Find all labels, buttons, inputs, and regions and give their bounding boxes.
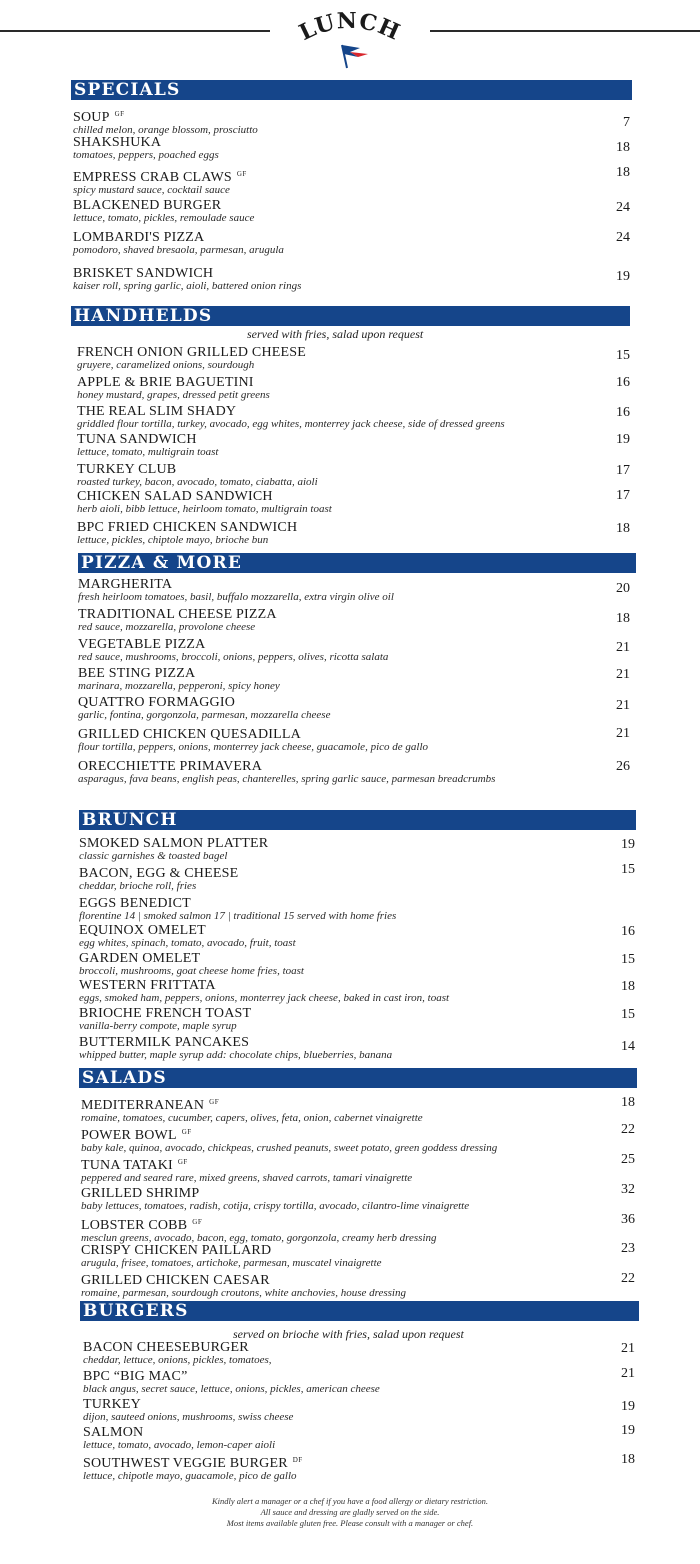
menu-item-description: black angus, secret sauce, lettuce, onions, pickles, american cheese — [83, 1383, 380, 1395]
dietary-tag: GF — [177, 1158, 188, 1166]
menu-item-description: lettuce, tomato, pickles, remoulade sauce — [73, 212, 255, 224]
menu-item-name — [79, 952, 304, 966]
menu-item-description: tomatoes, peppers, poached eggs — [73, 149, 219, 161]
menu-item-name — [83, 1453, 303, 1471]
menu-item-price: 18 — [621, 1095, 635, 1110]
menu-item-price: 23 — [621, 1241, 635, 1256]
section-note: served on brioche with fries, salad upon request — [233, 1327, 464, 1341]
menu-item-name — [73, 107, 258, 125]
menu-item-description: fresh heirloom tomatoes, basil, buffalo mozzarella, extra virgin olive oil — [78, 591, 394, 603]
menu-item-description: romaine, tomatoes, cucumber, capers, olives, feta, onion, cabernet vinaigrette — [81, 1112, 423, 1124]
menu-item — [79, 867, 238, 892]
menu-item-description: classic garnishes & toasted bagel — [79, 850, 228, 862]
menu-item — [78, 638, 388, 663]
menu-item-description: cheddar, lettuce, onions, pickles, tomatoes, — [83, 1354, 272, 1366]
menu-item-name — [78, 638, 388, 652]
menu-item-name-text: WESTERN FRITTATA — [79, 978, 216, 993]
menu-item-name-text: LOMBARDI'S PIZZA — [73, 230, 205, 245]
menu-item — [81, 1155, 412, 1184]
menu-item-price: 19 — [616, 432, 630, 447]
menu-item-price: 15 — [621, 952, 635, 967]
menu-item-description: arugula, frisee, tomatoes, artichoke, parmesan, muscatel vinaigrette — [81, 1257, 382, 1269]
menu-item — [83, 1341, 272, 1366]
menu-item-description: lettuce, chipotle mayo, guacamole, pico de gallo — [83, 1470, 297, 1482]
menu-item-name-text: SHAKSHUKA — [73, 135, 162, 150]
menu-item-description: herb aioli, bibb lettuce, heirloom tomato, multigrain toast — [77, 503, 332, 515]
menu-item-description: gruyere, caramelized onions, sourdough — [77, 359, 255, 371]
menu-item-name-text: CRISPY CHICKEN PAILLARD — [81, 1243, 272, 1258]
menu-item-price: 20 — [616, 581, 630, 596]
menu-item-description: flour tortilla, peppers, onions, monterrey jack cheese, guacamole, pico de gallo — [78, 741, 428, 753]
menu-item — [81, 1215, 437, 1244]
menu-item-name — [79, 837, 268, 851]
menu-item-description: lettuce, tomato, avocado, lemon-caper aioli — [83, 1439, 276, 1451]
menu-item-name-text: VEGETABLE PIZZA — [78, 637, 206, 652]
menu-item-name-text: SALMON — [83, 1425, 144, 1440]
menu-item-name-text: MEDITERRANEAN — [81, 1098, 205, 1113]
menu-item-description: roasted turkey, bacon, avocado, tomato, ciabatta, aioli — [77, 476, 318, 488]
menu-item — [79, 1036, 392, 1061]
menu-item-price: 7 — [623, 115, 630, 130]
menu-item-name-text: GARDEN OMELET — [79, 951, 201, 966]
section-note: served with fries, salad upon request — [247, 327, 424, 341]
menu-item-price: 15 — [616, 348, 630, 363]
menu-item-description: peppered and seared rare, mixed greens, shaved carrots, tamari vinaigrette — [81, 1172, 413, 1184]
menu-item-price: 18 — [616, 165, 630, 180]
menu-item — [77, 433, 218, 458]
menu-item-name — [73, 199, 254, 213]
menu-item-name-text: TUNA SANDWICH — [77, 432, 197, 447]
menu-item-price: 22 — [621, 1271, 635, 1286]
menu-item-name — [79, 867, 238, 881]
menu-item-description: lettuce, pickles, chiptole mayo, brioche bun — [77, 534, 269, 546]
menu-item — [78, 578, 394, 603]
menu-item-price: 14 — [621, 1039, 635, 1054]
menu-item-name-text: GRILLED CHICKEN CAESAR — [81, 1273, 270, 1288]
menu-item-name — [77, 376, 270, 390]
menu-item-price: 21 — [616, 667, 630, 682]
menu-item-description: marinara, mozzarella, pepperoni, spicy honey — [78, 680, 280, 692]
section-header-pizza-more: PIZZA & MORE — [78, 553, 636, 573]
menu-item-name — [81, 1125, 497, 1143]
footer-note — [0, 1496, 700, 1529]
menu-item-name — [81, 1187, 469, 1201]
menu-item-price: 16 — [621, 924, 635, 939]
menu-item-name — [81, 1095, 423, 1113]
menu-item-description: egg whites, spinach, tomato, avocado, fruit, toast — [79, 937, 296, 949]
menu-item-name-text: TURKEY CLUB — [77, 462, 177, 477]
menu-item-price: 24 — [616, 230, 630, 245]
menu-item — [73, 107, 258, 136]
menu-item-name-text: TRADITIONAL CHEESE PIZZA — [78, 607, 277, 622]
menu-item-name — [78, 760, 495, 774]
menu-item-name — [83, 1370, 380, 1384]
menu-item-name-text: THE REAL SLIM SHADY — [77, 404, 237, 419]
menu-item-description: asparagus, fava beans, english peas, chanterelles, spring garlic sauce, parmesan breadcrumbs — [78, 773, 496, 785]
menu-item-name-text: POWER BOWL — [81, 1128, 177, 1143]
menu-item-name-text: BACON, EGG & CHEESE — [79, 866, 239, 881]
menu-item — [81, 1187, 469, 1212]
section-header-handhelds: HANDHELDS — [71, 306, 630, 326]
section-header-specials: SPECIALS — [71, 80, 632, 100]
menu-item — [77, 405, 505, 430]
lunch-title — [295, 12, 404, 46]
menu-item-name-text: ORECCHIETTE PRIMAVERA — [78, 759, 263, 774]
menu-item-name-text: TUNA TATAKI — [81, 1158, 173, 1173]
menu-item-name — [77, 405, 505, 419]
menu-item-name-text: BLACKENED BURGER — [73, 198, 222, 213]
menu-item-description: chilled melon, orange blossom, prosciutto — [73, 124, 258, 136]
menu-item-price: 15 — [621, 1007, 635, 1022]
menu-item-name-text: BRIOCHE FRENCH TOAST — [79, 1006, 252, 1021]
section-header-brunch: BRUNCH — [79, 810, 636, 830]
menu-item-name — [79, 979, 449, 993]
menu-item-name — [77, 346, 306, 360]
menu-item — [77, 376, 270, 401]
menu-item — [83, 1370, 380, 1395]
menu-item — [79, 924, 296, 949]
menu-item-price: 18 — [621, 979, 635, 994]
menu-item-price: 18 — [616, 611, 630, 626]
dietary-tag: GF — [236, 170, 247, 178]
menu-item — [79, 1007, 251, 1032]
menu-item — [81, 1244, 382, 1269]
menu-item-name — [77, 521, 297, 535]
menu-item-price: 19 — [621, 837, 635, 852]
menu-item-name — [79, 1036, 392, 1050]
menu-item-price: 21 — [616, 640, 630, 655]
menu-item-price: 21 — [616, 726, 630, 741]
menu-item-name-text: GRILLED SHRIMP — [81, 1186, 200, 1201]
menu-item-description: honey mustard, grapes, dressed petit greens — [77, 389, 270, 401]
menu-item-description: spicy mustard sauce, cocktail sauce — [73, 184, 230, 196]
menu-item-name-text: EGGS BENEDICT — [79, 896, 191, 911]
menu-item-description: garlic, fontina, gorgonzola, parmesan, mozzarella cheese — [78, 709, 331, 721]
menu-item — [81, 1095, 423, 1124]
menu-item-price: 26 — [616, 759, 630, 774]
menu-item — [73, 231, 284, 256]
menu-item-name-text: MARGHERITA — [78, 577, 173, 592]
menu-item — [77, 463, 318, 488]
menu-item-name-text: EMPRESS CRAB CLAWS — [73, 170, 232, 185]
menu-item — [73, 167, 247, 196]
menu-item-description: eggs, smoked ham, peppers, onions, monterrey jack cheese, baked in cast iron, toast — [79, 992, 450, 1004]
menu-item — [79, 952, 304, 977]
menu-item-description: baby lettuces, tomatoes, radish, cotija, crispy tortilla, avocado, cilantro-lime vinaigrette — [81, 1200, 470, 1212]
menu-item-price: 21 — [621, 1341, 635, 1356]
menu-item-name — [78, 728, 428, 742]
menu-item-name — [73, 267, 301, 281]
menu-item-name — [73, 231, 284, 245]
menu-item-description: florentine 14 | smoked salmon 17 | traditional 15 served with home fries — [79, 910, 397, 922]
menu-item-name-text: BACON CHEESEBURGER — [83, 1340, 249, 1355]
menu-item — [83, 1398, 293, 1423]
menu-item — [79, 897, 396, 922]
section-header-burgers: BURGERS — [80, 1301, 639, 1321]
menu-item-name — [81, 1244, 382, 1258]
menu-item-name-text: APPLE & BRIE BAGUETINI — [77, 375, 254, 390]
menu-item — [77, 346, 306, 371]
menu-item — [78, 760, 495, 785]
menu-item-description: lettuce, tomato, multigrain toast — [77, 446, 219, 458]
menu-item — [77, 490, 332, 515]
menu-item-name — [78, 608, 277, 622]
menu-item-description: red sauce, mozzarella, provolone cheese — [78, 621, 256, 633]
dietary-tag: DF — [292, 1456, 303, 1464]
lunch-logo — [290, 12, 410, 74]
menu-item-price: 18 — [616, 140, 630, 155]
menu-item-name-text: BPC FRIED CHICKEN SANDWICH — [77, 520, 298, 535]
menu-item-price: 32 — [621, 1182, 635, 1197]
menu-item-price: 19 — [616, 269, 630, 284]
menu-item-name-text: FRENCH ONION GRILLED CHEESE — [77, 345, 307, 360]
menu-item-name-text: EQUINOX OMELET — [79, 923, 206, 938]
menu-item-name-text: CHICKEN SALAD SANDWICH — [77, 489, 273, 504]
menu-item — [73, 136, 219, 161]
menu-item-price: 19 — [621, 1399, 635, 1414]
menu-item-price: 16 — [616, 375, 630, 390]
menu-item-name — [83, 1398, 293, 1412]
menu-item-price: 36 — [621, 1212, 635, 1227]
menu-item-name-text: SOUP — [73, 110, 110, 125]
menu-item-price: 18 — [616, 521, 630, 536]
menu-item — [78, 728, 428, 753]
menu-item — [77, 521, 297, 546]
menu-item-name — [77, 490, 332, 504]
menu-item-name — [73, 167, 247, 185]
menu-item — [81, 1274, 406, 1299]
menu-item-name — [79, 897, 396, 911]
dietary-tag: GF — [209, 1098, 220, 1106]
section-header-salads: SALADS — [79, 1068, 637, 1088]
menu-item-name — [81, 1215, 437, 1233]
menu-item-price: 24 — [616, 200, 630, 215]
menu-item-description: cheddar, brioche roll, fries — [79, 880, 197, 892]
menu-item — [79, 979, 449, 1004]
menu-item-price: 25 — [621, 1152, 635, 1167]
menu-item-description: vanilla-berry compote, maple syrup — [79, 1020, 237, 1032]
menu-item — [81, 1125, 497, 1154]
footer-line-2: All sauce and dressing are gladly served on the side. — [260, 1507, 440, 1517]
menu-item-price: 21 — [621, 1366, 635, 1381]
menu-item — [73, 199, 254, 224]
menu-item-name-text: BEE STING PIZZA — [78, 666, 196, 681]
menu-item-name-text: LOBSTER COBB — [81, 1218, 188, 1233]
menu-item-description: dijon, sauteed onions, mushrooms, swiss cheese — [83, 1411, 294, 1423]
menu-item-name — [77, 433, 218, 447]
footer-line-1: Kindly alert a manager or a chef if you have a food allergy or dietary restriction. — [211, 1496, 489, 1506]
menu-item-name — [78, 696, 330, 710]
menu-item — [78, 696, 330, 721]
menu-item-price: 15 — [621, 862, 635, 877]
menu-item-name — [78, 578, 394, 592]
footer-line-3: Most items available gluten free. Please consult with a manager or chef. — [226, 1518, 474, 1528]
menu-item-description: whipped butter, maple syrup add: chocolate chips, blueberries, banana — [79, 1049, 393, 1061]
menu-item-description: red sauce, mushrooms, broccoli, onions, peppers, olives, ricotta salata — [78, 651, 389, 663]
menu-item — [83, 1453, 303, 1482]
menu-item — [83, 1426, 275, 1451]
menu-item-price: 18 — [621, 1452, 635, 1467]
menu-item — [73, 267, 301, 292]
menu-item-name-text: TURKEY — [83, 1397, 141, 1412]
dietary-tag: GF — [114, 110, 125, 118]
menu-item-price: 19 — [621, 1423, 635, 1438]
menu-item-name — [83, 1341, 272, 1355]
menu-item-name-text: BRISKET SANDWICH — [73, 266, 214, 281]
menu-item-name — [73, 136, 219, 150]
menu-item-name-text: BUTTERMILK PANCAKES — [79, 1035, 250, 1050]
menu-item-name — [77, 463, 318, 477]
menu-item-name — [83, 1426, 275, 1440]
menu-item-price: 17 — [616, 488, 630, 503]
menu-item-name-text: SOUTHWEST VEGGIE BURGER — [83, 1456, 288, 1471]
menu-item-description: griddled flour tortilla, turkey, avocado, egg whites, monterrey jack cheese, side of dressed greens — [77, 418, 505, 430]
menu-item — [78, 667, 280, 692]
dietary-tag: GF — [181, 1128, 192, 1136]
menu-item-name — [81, 1274, 406, 1288]
menu-item-price: 22 — [621, 1122, 635, 1137]
menu-item-price: 17 — [616, 463, 630, 478]
menu-item-price: 21 — [616, 698, 630, 713]
flag-icon — [342, 45, 368, 68]
menu-item-name-text: QUATTRO FORMAGGIO — [78, 695, 236, 710]
menu-item-name — [79, 1007, 251, 1021]
menu-item-name — [79, 924, 296, 938]
menu-item-description: kaiser roll, spring garlic, aioli, battered onion rings — [73, 280, 302, 292]
dietary-tag: GF — [192, 1218, 203, 1226]
menu-item-name-text: SMOKED SALMON PLATTER — [79, 836, 269, 851]
menu-item-description: romaine, parmesan, sourdough croutons, white anchovies, house dressing — [81, 1287, 406, 1299]
menu-item — [78, 608, 277, 633]
menu-item-name — [81, 1155, 412, 1173]
menu-item — [79, 837, 268, 862]
header-rule-right — [430, 30, 700, 32]
menu-item-description: pomodoro, shaved bresaola, parmesan, arugula — [73, 244, 284, 256]
menu-item-description: broccoli, mushrooms, goat cheese home fries, toast — [79, 965, 304, 977]
menu-item-name-text: GRILLED CHICKEN QUESADILLA — [78, 727, 301, 742]
lunch-title-text: LUNCH — [295, 12, 405, 47]
menu-item-name-text: BPC “BIG MAC” — [83, 1369, 188, 1384]
menu-item-description: baby kale, quinoa, avocado, chickpeas, crushed peanuts, sweet potato, green goddess dressing — [81, 1142, 498, 1154]
menu-item-price: 16 — [616, 405, 630, 420]
menu-item-name — [78, 667, 280, 681]
header-rule-left — [0, 30, 270, 32]
menu-item-description: mesclun greens, avocado, bacon, egg, tomato, gorgonzola, creamy herb dressing — [81, 1232, 437, 1244]
